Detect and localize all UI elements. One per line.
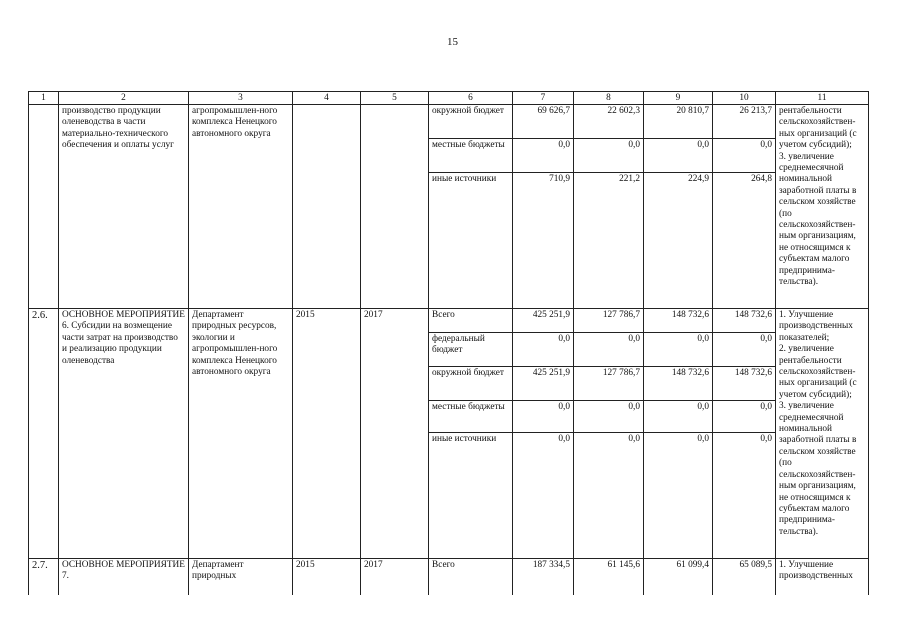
cont-start-year bbox=[293, 105, 361, 309]
header-cell-1: 1 bbox=[29, 92, 59, 105]
table-row bbox=[29, 559, 869, 595]
cont-expected-results: рентабельности сельскохозяйствен-ных организаций (с учетом субсидий); 3. увеличение среднемесячной номинальной заработной платы в сельском хозяйстве (по сельскохозяйствен-ным организациям, не относящимся к субъектам малого предпринима-тельства). bbox=[776, 105, 869, 309]
value-cell: 0,0 bbox=[644, 433, 713, 559]
end-year: 2017 bbox=[361, 309, 429, 559]
header-cell-10: 10 bbox=[713, 92, 776, 105]
value-cell: 20 810,7 bbox=[644, 105, 713, 139]
expected-results: 1. Улучшение производственных bbox=[776, 559, 869, 595]
table-row bbox=[29, 105, 869, 139]
header-cell-2: 2 bbox=[59, 92, 189, 105]
cont-end-year bbox=[361, 105, 429, 309]
source-name: окружной бюджет bbox=[429, 367, 513, 401]
row-index: 2.7. bbox=[29, 559, 59, 595]
value-cell: 148 732,6 bbox=[644, 309, 713, 333]
expected-results: 1. Улучшение производственных показателей; 2. увеличение рентабельности сельскохозяйствен-ных организаций (с учетом субсидий); 3. увеличение среднемесячной номинальной заработной платы в сельском хозяйстве (по сельскохозяйствен-ным организациям, не относящимся к субъектам малого предпринима-тельства). bbox=[776, 309, 869, 559]
start-year: 2015 bbox=[293, 559, 361, 595]
end-year: 2017 bbox=[361, 559, 429, 595]
header-row bbox=[29, 92, 869, 105]
header-cell-11: 11 bbox=[776, 92, 869, 105]
source-name: Всего bbox=[429, 559, 513, 595]
table-row bbox=[29, 309, 869, 333]
executor: Департамент природных ресурсов, экологии и агропромышлен-ного комплекса Ненецкого автономного округа bbox=[189, 309, 293, 559]
value-cell: 187 334,5 bbox=[513, 559, 574, 595]
header-cell-6: 6 bbox=[429, 92, 513, 105]
value-cell: 65 089,5 bbox=[713, 559, 776, 595]
value-cell: 0,0 bbox=[713, 333, 776, 367]
page-number: 15 bbox=[447, 36, 458, 48]
program-table bbox=[28, 91, 869, 595]
header-cell-8: 8 bbox=[574, 92, 644, 105]
value-cell: 0,0 bbox=[574, 139, 644, 173]
value-cell: 0,0 bbox=[644, 333, 713, 367]
value-cell: 264,8 bbox=[713, 173, 776, 309]
cont-executor: агропромышлен-ного комплекса Ненецкого автономного округа bbox=[189, 105, 293, 309]
executor: Департамент природных bbox=[189, 559, 293, 595]
value-cell: 69 626,7 bbox=[513, 105, 574, 139]
header-cell-4: 4 bbox=[293, 92, 361, 105]
source-name: федеральный бюджет bbox=[429, 333, 513, 367]
value-cell: 0,0 bbox=[574, 333, 644, 367]
source-name: иные источники bbox=[429, 433, 513, 559]
value-cell: 224,9 bbox=[644, 173, 713, 309]
value-cell: 0,0 bbox=[513, 433, 574, 559]
value-cell: 61 099,4 bbox=[644, 559, 713, 595]
header-cell-5: 5 bbox=[361, 92, 429, 105]
value-cell: 0,0 bbox=[713, 433, 776, 559]
value-cell: 148 732,6 bbox=[713, 309, 776, 333]
header-cell-9: 9 bbox=[644, 92, 713, 105]
cont-activity-name: производство продукции оленеводства в части материально-технического обеспечения и оплаты услуг bbox=[59, 105, 189, 309]
value-cell: 148 732,6 bbox=[713, 367, 776, 401]
value-cell: 127 786,7 bbox=[574, 309, 644, 333]
value-cell: 0,0 bbox=[513, 139, 574, 173]
value-cell: 61 145,6 bbox=[574, 559, 644, 595]
activity-name: ОСНОВНОЕ МЕРОПРИЯТИЕ 7. bbox=[59, 559, 189, 595]
header-cell-3: 3 bbox=[189, 92, 293, 105]
value-cell: 0,0 bbox=[713, 401, 776, 433]
value-cell: 127 786,7 bbox=[574, 367, 644, 401]
activity-name: ОСНОВНОЕ МЕРОПРИЯТИЕ 6. Субсидии на возмещение части затрат на производство и реализацию продукции оленеводства bbox=[59, 309, 189, 559]
value-cell: 0,0 bbox=[644, 401, 713, 433]
value-cell: 710,9 bbox=[513, 173, 574, 309]
source-name: местные бюджеты bbox=[429, 139, 513, 173]
source-name: Всего bbox=[429, 309, 513, 333]
header-cell-7: 7 bbox=[513, 92, 574, 105]
source-name: окружной бюджет bbox=[429, 105, 513, 139]
value-cell: 0,0 bbox=[574, 401, 644, 433]
start-year: 2015 bbox=[293, 309, 361, 559]
value-cell: 425 251,9 bbox=[513, 309, 574, 333]
value-cell: 22 602,3 bbox=[574, 105, 644, 139]
value-cell: 0,0 bbox=[574, 433, 644, 559]
value-cell: 0,0 bbox=[644, 139, 713, 173]
value-cell: 221,2 bbox=[574, 173, 644, 309]
source-name: местные бюджеты bbox=[429, 401, 513, 433]
value-cell: 148 732,6 bbox=[644, 367, 713, 401]
source-name: иные источники bbox=[429, 173, 513, 309]
value-cell: 26 213,7 bbox=[713, 105, 776, 139]
value-cell: 0,0 bbox=[513, 401, 574, 433]
row-index: 2.6. bbox=[29, 309, 59, 559]
value-cell: 425 251,9 bbox=[513, 367, 574, 401]
cont-index-cell bbox=[29, 105, 59, 309]
value-cell: 0,0 bbox=[713, 139, 776, 173]
value-cell: 0,0 bbox=[513, 333, 574, 367]
